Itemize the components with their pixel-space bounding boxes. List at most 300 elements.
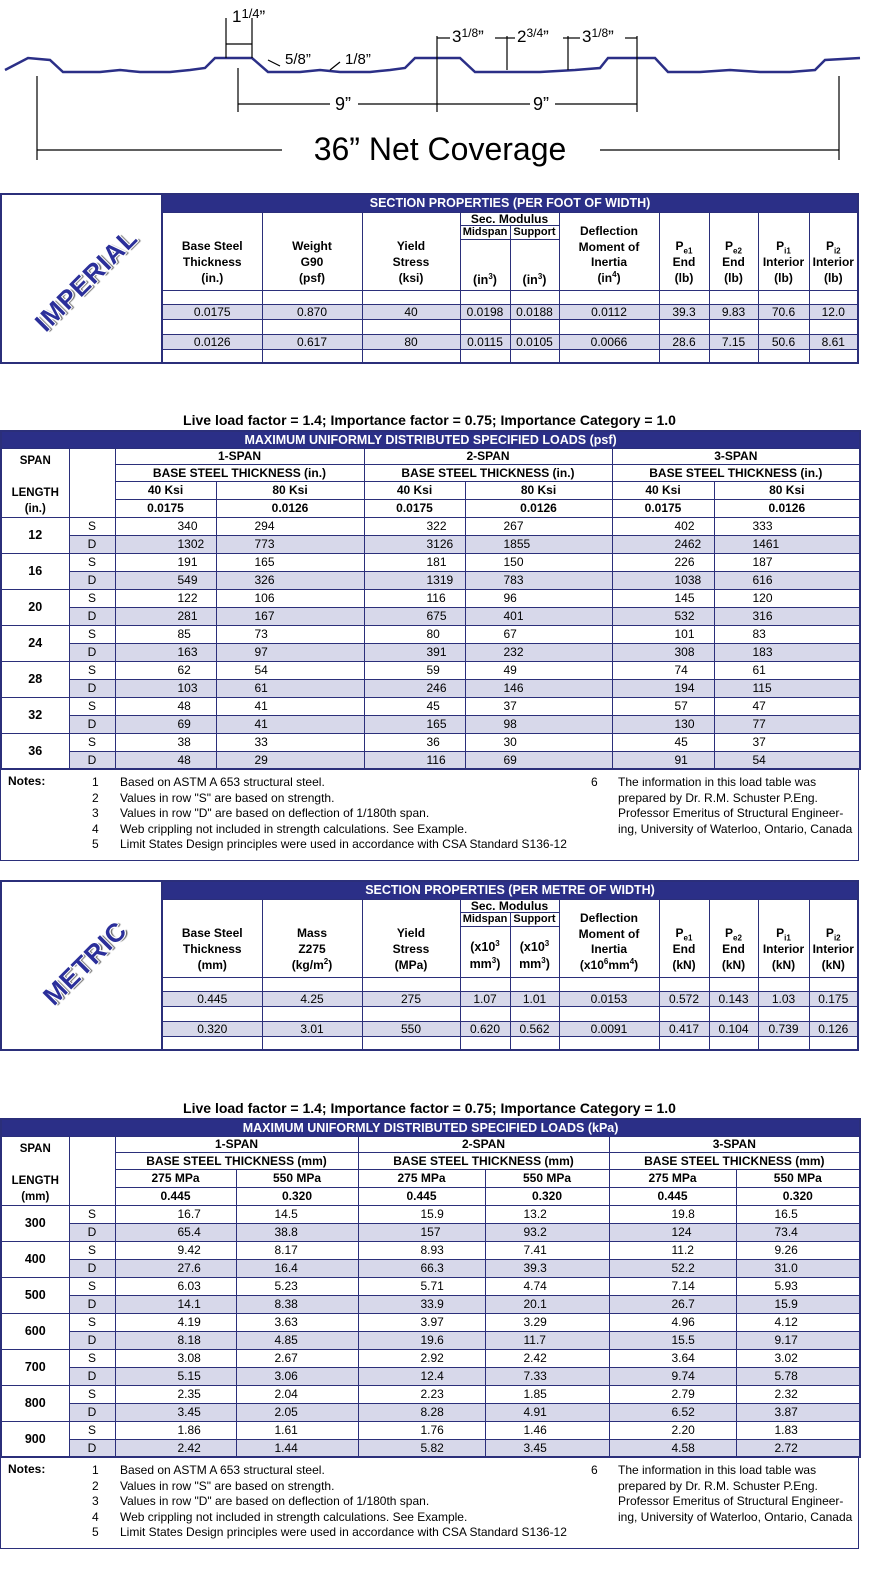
load-value-cell: 124: [609, 1223, 736, 1241]
note-number: 4: [92, 1509, 99, 1524]
load-row: [1, 661, 860, 679]
load-value-cell: 47: [714, 697, 860, 715]
load-value-cell: 97: [216, 643, 364, 661]
dim-two-three-quarters: $2^{3/4}$”: [517, 26, 549, 46]
load-value-cell: 130: [612, 715, 714, 733]
load-value-cell: 2.42: [115, 1439, 236, 1457]
row-type-cell: D: [69, 1259, 115, 1277]
load-value-cell: 2.92: [358, 1349, 485, 1367]
load-value-cell: 15.9: [358, 1205, 485, 1223]
load-value-cell: 326: [216, 571, 364, 589]
bst-header: BASE STEEL THICKNESS (in.): [364, 465, 612, 482]
dim-one-quarter: $1^{1/4}$”: [232, 6, 266, 26]
row-type-cell: S: [69, 1313, 115, 1331]
row-type-cell: S: [69, 733, 115, 751]
load-value-cell: 2.23: [358, 1385, 485, 1403]
row-type-cell: S: [69, 661, 115, 679]
load-value-cell: 61: [714, 661, 860, 679]
load-value-cell: 7.14: [609, 1277, 736, 1295]
load-value-cell: 316: [714, 607, 860, 625]
span-length-cell: 400: [1, 1241, 69, 1277]
load-value-cell: 773: [216, 535, 364, 553]
note-number: 5: [92, 1525, 99, 1539]
load-value-cell: 83: [714, 625, 860, 643]
note-number: 2: [92, 1478, 99, 1493]
load-value-cell: 226: [612, 553, 714, 571]
grade-header: 80 Ksi: [714, 481, 860, 499]
note-text: Web crippling not included in strength calculations. See Example.: [120, 821, 468, 836]
note-text: Limit States Design principles were used in accordance with CSA Standard S136-12: [120, 837, 567, 851]
imperial-props-title: SECTION PROPERTIES (PER FOOT OF WIDTH): [162, 194, 858, 212]
load-value-cell: 93.2: [485, 1223, 609, 1241]
note-text: Limit States Design principles were used in accordance with CSA Standard S136-12: [120, 1525, 567, 1539]
support-unit: ($x10^3$ $mm^3$): [510, 926, 559, 977]
load-value-cell: 2.67: [236, 1349, 358, 1367]
load-value-cell: 3126: [364, 535, 465, 553]
load-value-cell: 67: [465, 625, 612, 643]
load-value-cell: 1319: [364, 571, 465, 589]
load-value-cell: 1.44: [236, 1439, 358, 1457]
load-value-cell: 73: [216, 625, 364, 643]
note-6-line: prepared by Dr. R.M. Schuster P.Eng.: [618, 790, 818, 805]
header-1-span: 1-SPAN: [115, 1136, 358, 1153]
span-length-cell: 12: [1, 517, 69, 553]
load-row: [1, 1223, 860, 1241]
load-value-cell: 45: [364, 697, 465, 715]
imperial-side-cell: [1, 194, 162, 363]
header-2-span: 2-SPAN: [364, 448, 612, 465]
row-type-cell: S: [69, 1241, 115, 1259]
row-type-cell: D: [69, 1331, 115, 1349]
load-value-cell: 85: [115, 625, 216, 643]
header-3-span: 3-SPAN: [609, 1136, 860, 1153]
load-value-cell: 532: [612, 607, 714, 625]
dim-nine-left: 9”: [335, 94, 352, 114]
load-value-cell: 308: [612, 643, 714, 661]
metric-label: METRIC: [36, 915, 133, 1011]
metric-load-title: MAXIMUM UNIFORMLY DISTRIBUTED SPECIFIED LOADS (kPa): [1, 1119, 860, 1136]
imperial-notes: [0, 769, 859, 861]
metric-notes: [0, 1457, 859, 1549]
load-value-cell: 401: [465, 607, 612, 625]
dim-nine-right: 9”: [533, 94, 550, 114]
load-value-cell: 48: [115, 697, 216, 715]
load-value-cell: 48: [115, 751, 216, 769]
load-value-cell: 2.79: [609, 1385, 736, 1403]
load-value-cell: 30: [465, 733, 612, 751]
support-header: Support: [510, 912, 559, 926]
dim-three-eighth-right: $3^{1/8}$”: [582, 26, 614, 46]
load-value-cell: 54: [216, 661, 364, 679]
row-type-cell: D: [69, 643, 115, 661]
load-value-cell: 4.74: [485, 1277, 609, 1295]
load-value-cell: 14.5: [236, 1205, 358, 1223]
load-row: [1, 553, 860, 571]
load-value-cell: 1038: [612, 571, 714, 589]
load-value-cell: 194: [612, 679, 714, 697]
row-type-cell: S: [69, 1421, 115, 1439]
load-value-cell: 116: [364, 751, 465, 769]
load-value-cell: 1.76: [358, 1421, 485, 1439]
row-type-cell: D: [69, 1223, 115, 1241]
load-value-cell: 31.0: [736, 1259, 860, 1277]
grade-header: 40 Ksi: [364, 481, 465, 499]
load-value-cell: 11.7: [485, 1331, 609, 1349]
load-value-cell: 4.91: [485, 1403, 609, 1421]
load-value-cell: 8.28: [358, 1403, 485, 1421]
load-value-cell: 3.97: [358, 1313, 485, 1331]
note-number: 2: [92, 790, 99, 805]
note-number: 3: [92, 1494, 99, 1508]
load-value-cell: 1.83: [736, 1421, 860, 1439]
load-value-cell: 167: [216, 607, 364, 625]
load-value-cell: 16.7: [115, 1205, 236, 1223]
load-value-cell: 7.41: [485, 1241, 609, 1259]
load-value-cell: 36: [364, 733, 465, 751]
imperial-load-table: [0, 430, 859, 770]
span-length-cell: 300: [1, 1205, 69, 1241]
load-row: [1, 1277, 860, 1295]
note-text: Values in row "D" are based on deflection of 1/180th span.: [120, 806, 430, 820]
load-value-cell: 5.23: [236, 1277, 358, 1295]
span-length-cell: 700: [1, 1349, 69, 1385]
load-value-cell: 2462: [612, 535, 714, 553]
load-value-cell: 12.4: [358, 1367, 485, 1385]
row-type-cell: D: [69, 535, 115, 553]
load-value-cell: 165: [364, 715, 465, 733]
load-value-cell: 4.96: [609, 1313, 736, 1331]
col-pe1: $P_{e1}$ End (kN): [659, 899, 709, 977]
note-number: 5: [92, 837, 99, 851]
bst-header: BASE STEEL THICKNESS (in.): [612, 465, 860, 482]
load-value-cell: 165: [216, 553, 364, 571]
note-number: 3: [92, 806, 99, 820]
load-value-cell: 41: [216, 715, 364, 733]
load-value-cell: 16.4: [236, 1259, 358, 1277]
profile-outline: [5, 58, 860, 72]
col-base-steel-thickness: Base Steel Thickness (in.): [162, 212, 262, 290]
load-value-cell: 322: [364, 517, 465, 535]
header-2-span: 2-SPAN: [358, 1136, 609, 1153]
load-value-cell: 1.85: [485, 1385, 609, 1403]
note-6-line: The information in this load table was: [618, 775, 817, 789]
row-type-cell: S: [69, 1349, 115, 1367]
load-row: [1, 643, 860, 661]
thickness-header: 0.320: [485, 1187, 609, 1205]
load-value-cell: 69: [465, 751, 612, 769]
load-value-cell: 3.29: [485, 1313, 609, 1331]
note-text: Values in row "S" are based on strength.: [120, 1478, 335, 1493]
span-length-header: SPAN LENGTH (mm): [1, 1136, 69, 1205]
load-value-cell: 61: [216, 679, 364, 697]
note-6-line: ing, University of Waterloo, Ontario, Canada: [618, 1509, 853, 1524]
load-value-cell: 5.93: [736, 1277, 860, 1295]
note-6-line: ing, University of Waterloo, Ontario, Canada: [618, 821, 853, 836]
load-value-cell: 2.04: [236, 1385, 358, 1403]
thickness-header: 0.0175: [612, 499, 714, 517]
load-value-cell: 146: [465, 679, 612, 697]
thickness-header: 0.445: [609, 1187, 736, 1205]
midspan-header: Midspan: [460, 225, 510, 239]
load-row: [1, 571, 860, 589]
span-length-cell: 20: [1, 589, 69, 625]
metric-props-row: 0.445 4.25 275 1.07 1.01 0.0153 0.572 0.143 1.03 0.175: [1, 991, 858, 1006]
load-value-cell: 783: [465, 571, 612, 589]
load-row: [1, 589, 860, 607]
load-value-cell: 4.19: [115, 1313, 236, 1331]
col-mass: Mass Z275 $(kg/m^2)$: [262, 899, 362, 977]
load-value-cell: 3.02: [736, 1349, 860, 1367]
bst-header: BASE STEEL THICKNESS (mm): [358, 1153, 609, 1170]
midspan-unit: $(in^3)$: [460, 239, 510, 290]
grade-header: 275 MPa: [115, 1169, 236, 1187]
load-row: [1, 751, 860, 769]
load-value-cell: 69: [115, 715, 216, 733]
row-type-cell: S: [69, 589, 115, 607]
load-row: [1, 1421, 860, 1439]
load-value-cell: 2.32: [736, 1385, 860, 1403]
load-row: [1, 1439, 860, 1457]
span-length-cell: 32: [1, 697, 69, 733]
load-value-cell: 8.17: [236, 1241, 358, 1259]
load-value-cell: 27.6: [115, 1259, 236, 1277]
row-type-cell: D: [69, 679, 115, 697]
load-value-cell: 26.7: [609, 1295, 736, 1313]
load-value-cell: 3.87: [736, 1403, 860, 1421]
load-value-cell: 115: [714, 679, 860, 697]
grade-header: 550 MPa: [485, 1169, 609, 1187]
thickness-header: 0.445: [358, 1187, 485, 1205]
span-length-cell: 36: [1, 733, 69, 769]
load-value-cell: 3.06: [236, 1367, 358, 1385]
load-value-cell: 20.1: [485, 1295, 609, 1313]
load-row: [1, 517, 860, 535]
metric-side-cell: [1, 881, 162, 1050]
load-row: [1, 1349, 860, 1367]
load-value-cell: 163: [115, 643, 216, 661]
load-value-cell: 52.2: [609, 1259, 736, 1277]
bst-header: BASE STEEL THICKNESS (mm): [609, 1153, 860, 1170]
col-pi1: $P_{i1}$ Interior (lb): [758, 212, 809, 290]
row-type-cell: S: [69, 1277, 115, 1295]
col-pe2: $P_{e2}$ End (kN): [709, 899, 758, 977]
col-weight: Weight G90 (psf): [262, 212, 362, 290]
load-value-cell: 191: [115, 553, 216, 571]
row-type-cell: D: [69, 607, 115, 625]
load-value-cell: 73.4: [736, 1223, 860, 1241]
grade-header: 275 MPa: [358, 1169, 485, 1187]
row-type-cell: S: [69, 625, 115, 643]
load-value-cell: 62: [115, 661, 216, 679]
note-number: 1: [92, 775, 99, 789]
load-row: [1, 1259, 860, 1277]
note-6-line: Professor Emeritus of Structural Engineer-: [618, 806, 844, 820]
load-value-cell: 145: [612, 589, 714, 607]
span-length-cell: 24: [1, 625, 69, 661]
load-value-cell: 5.82: [358, 1439, 485, 1457]
row-type-cell: D: [69, 715, 115, 733]
load-value-cell: 3.08: [115, 1349, 236, 1367]
load-value-cell: 2.42: [485, 1349, 609, 1367]
col-yield-stress: Yield Stress (ksi): [362, 212, 460, 290]
note-text: Based on ASTM A 653 structural steel.: [120, 775, 325, 789]
metric-section-properties: [0, 880, 859, 1051]
row-type-cell: S: [69, 1205, 115, 1223]
load-value-cell: 98: [465, 715, 612, 733]
dim-three-eighth-left: $3^{1/8}$”: [452, 26, 484, 46]
grade-header: 550 MPa: [736, 1169, 860, 1187]
bst-header: BASE STEEL THICKNESS (mm): [115, 1153, 358, 1170]
load-value-cell: 181: [364, 553, 465, 571]
imperial-label: IMPERIAL: [28, 222, 144, 338]
row-type-cell: S: [69, 1385, 115, 1403]
load-value-cell: 41: [216, 697, 364, 715]
load-value-cell: 3.64: [609, 1349, 736, 1367]
header-1-span: 1-SPAN: [115, 448, 364, 465]
bst-header: BASE STEEL THICKNESS (in.): [115, 465, 364, 482]
grade-header: 40 Ksi: [612, 481, 714, 499]
row-type-cell: D: [69, 1403, 115, 1421]
span-length-cell: 600: [1, 1313, 69, 1349]
load-value-cell: 267: [465, 517, 612, 535]
note-number: 4: [92, 821, 99, 836]
load-value-cell: 157: [358, 1223, 485, 1241]
thickness-header: 0.0126: [714, 499, 860, 517]
load-value-cell: 106: [216, 589, 364, 607]
note-6-line: prepared by Dr. R.M. Schuster P.Eng.: [618, 1478, 818, 1493]
sec-modulus-header: Sec. Modulus: [460, 212, 559, 225]
load-value-cell: 2.05: [236, 1403, 358, 1421]
note-text: Values in row "S" are based on strength.: [120, 790, 335, 805]
imperial-load-title: MAXIMUM UNIFORMLY DISTRIBUTED SPECIFIED LOADS (psf): [1, 431, 860, 448]
load-value-cell: 294: [216, 517, 364, 535]
load-value-cell: 8.18: [115, 1331, 236, 1349]
load-value-cell: 16.5: [736, 1205, 860, 1223]
load-value-cell: 281: [115, 607, 216, 625]
span-length-header: SPAN LENGTH (in.): [1, 448, 69, 517]
load-row: [1, 1241, 860, 1259]
load-value-cell: 37: [714, 733, 860, 751]
span-length-cell: 16: [1, 553, 69, 589]
thickness-header: 0.0126: [216, 499, 364, 517]
load-value-cell: 33: [216, 733, 364, 751]
load-row: [1, 625, 860, 643]
load-value-cell: 246: [364, 679, 465, 697]
load-row: [1, 1205, 860, 1223]
imperial-load-caption: Live load factor = 1.4; Importance factor = 0.75; Importance Category = 1.0: [183, 412, 676, 428]
load-value-cell: 6.03: [115, 1277, 236, 1295]
load-value-cell: 19.8: [609, 1205, 736, 1223]
grade-header: 550 MPa: [236, 1169, 358, 1187]
thickness-header: 0.0175: [364, 499, 465, 517]
load-value-cell: 8.93: [358, 1241, 485, 1259]
load-value-cell: 675: [364, 607, 465, 625]
load-value-cell: 66.3: [358, 1259, 485, 1277]
load-value-cell: 59: [364, 661, 465, 679]
header-3-span: 3-SPAN: [612, 448, 860, 465]
row-type-cell: S: [69, 517, 115, 535]
col-deflection-inertia: Deflection Moment of Inertia $(in^4)$: [559, 212, 659, 290]
load-row: [1, 733, 860, 751]
grade-header: 80 Ksi: [216, 481, 364, 499]
load-value-cell: 57: [612, 697, 714, 715]
load-value-cell: 183: [714, 643, 860, 661]
imperial-props-row: 0.0175 0.870 40 0.0198 0.0188 0.0112 39.3 9.83 70.6 12.0: [1, 304, 858, 319]
load-row: [1, 607, 860, 625]
load-value-cell: 77: [714, 715, 860, 733]
load-value-cell: 19.6: [358, 1331, 485, 1349]
note-number: 6: [591, 1463, 598, 1477]
load-value-cell: 38.8: [236, 1223, 358, 1241]
load-row: [1, 679, 860, 697]
note-6-line: The information in this load table was: [618, 1463, 817, 1477]
load-value-cell: 49: [465, 661, 612, 679]
load-value-cell: 38: [115, 733, 216, 751]
note-text: Values in row "D" are based on deflection of 1/180th span.: [120, 1494, 430, 1508]
load-value-cell: 91: [612, 751, 714, 769]
span-length-cell: 28: [1, 661, 69, 697]
notes-label: Notes:: [8, 1462, 46, 1476]
load-value-cell: 1855: [465, 535, 612, 553]
load-value-cell: 232: [465, 643, 612, 661]
load-value-cell: 96: [465, 589, 612, 607]
load-value-cell: 150: [465, 553, 612, 571]
grade-header: 275 MPa: [609, 1169, 736, 1187]
load-row: [1, 1313, 860, 1331]
midspan-unit: ($x10^3$ $mm^3$): [460, 926, 510, 977]
support-header: Support: [510, 225, 559, 239]
load-row: [1, 697, 860, 715]
col-pi1: $P_{i1}$ Interior (kN): [758, 899, 809, 977]
load-value-cell: 2.72: [736, 1439, 860, 1457]
load-value-cell: 45: [612, 733, 714, 751]
load-value-cell: 103: [115, 679, 216, 697]
thickness-header: 0.0126: [465, 499, 612, 517]
load-value-cell: 54: [714, 751, 860, 769]
metric-load-table: [0, 1118, 859, 1458]
load-value-cell: 9.74: [609, 1367, 736, 1385]
grade-header: 80 Ksi: [465, 481, 612, 499]
load-value-cell: 1.61: [236, 1421, 358, 1439]
load-row: [1, 1295, 860, 1313]
thickness-header: 0.445: [115, 1187, 236, 1205]
load-value-cell: 101: [612, 625, 714, 643]
load-row: [1, 1385, 860, 1403]
load-row: [1, 1403, 860, 1421]
span-length-cell: 800: [1, 1385, 69, 1421]
note-number: 1: [92, 1463, 99, 1477]
load-value-cell: 4.12: [736, 1313, 860, 1331]
col-yield-stress: Yield Stress (MPa): [362, 899, 460, 977]
row-type-cell: D: [69, 1295, 115, 1313]
metric-load-caption: Live load factor = 1.4; Importance factor = 0.75; Importance Category = 1.0: [183, 1100, 676, 1116]
col-base-steel-thickness: Base Steel Thickness (mm): [162, 899, 262, 977]
row-type-cell: S: [69, 553, 115, 571]
load-value-cell: 15.5: [609, 1331, 736, 1349]
span-length-cell: 500: [1, 1277, 69, 1313]
support-unit: $(in^3)$: [510, 239, 559, 290]
load-value-cell: 5.15: [115, 1367, 236, 1385]
sec-modulus-header: Sec. Modulus: [460, 899, 559, 912]
metric-props-row: 0.320 3.01 550 0.620 0.562 0.0091 0.417 0.104 0.739 0.126: [1, 1021, 858, 1036]
load-value-cell: 33.9: [358, 1295, 485, 1313]
load-value-cell: 14.1: [115, 1295, 236, 1313]
dim-one-eighth: 1/8”: [345, 51, 371, 68]
thickness-header: 0.320: [736, 1187, 860, 1205]
load-value-cell: 5.78: [736, 1367, 860, 1385]
net-coverage-label: 36” Net Coverage: [313, 131, 567, 167]
thickness-header: 0.320: [236, 1187, 358, 1205]
